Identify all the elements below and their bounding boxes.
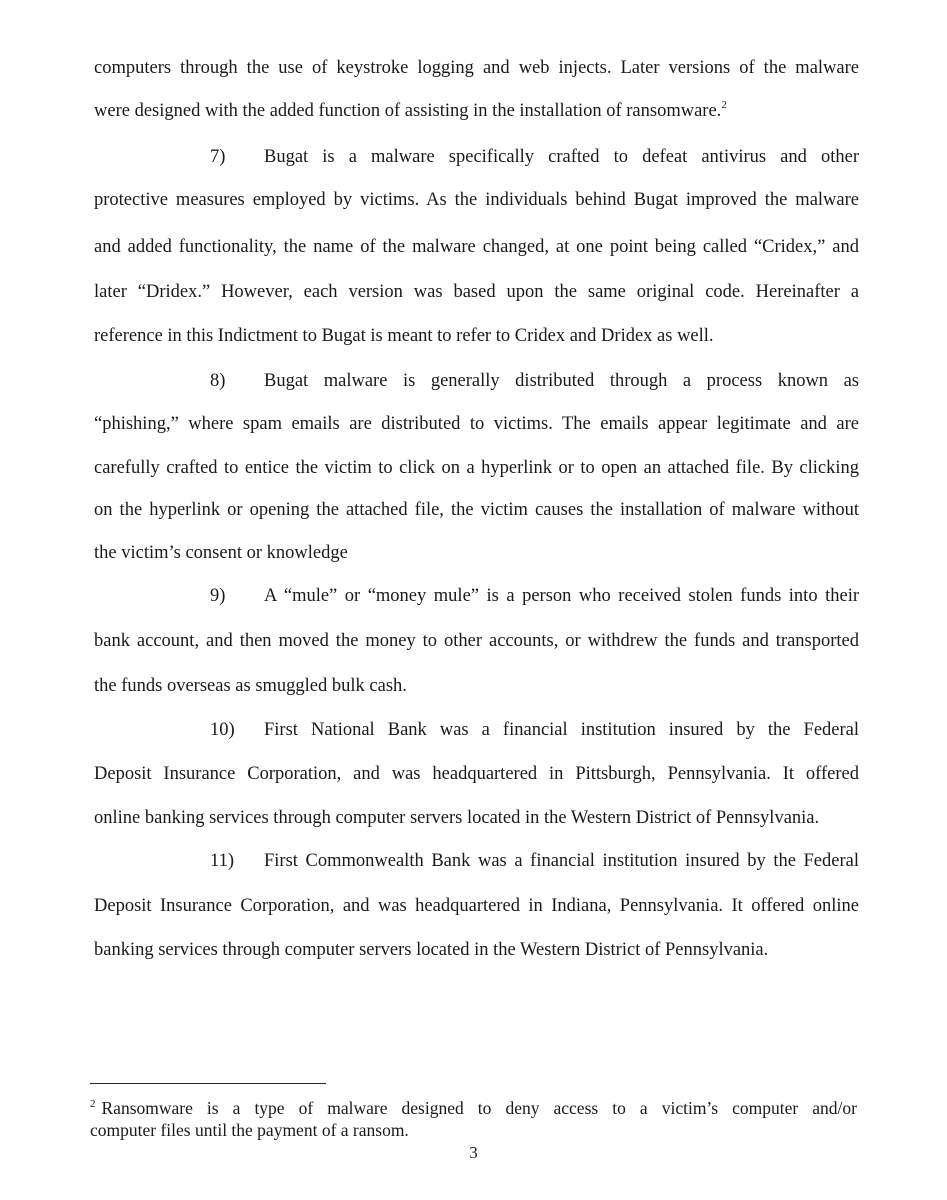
footnote-mark: 2	[90, 1098, 96, 1110]
footnote-text-line: computer files until the payment of a ransom.	[90, 1120, 409, 1140]
footnote-separator	[90, 1083, 326, 1084]
paragraph-10-first-line	[94, 718, 859, 742]
footnote	[90, 1097, 857, 1119]
paragraph-number: 10)	[210, 720, 235, 740]
body-text-line: Deposit Insurance Corporation, and was headquartered in Pittsburgh, Pennsylvania. It offered	[94, 764, 859, 784]
body-text-line: online banking services through computer servers located in the Western District of Pennsylvania.	[94, 808, 820, 828]
paragraph-number: 7)	[210, 147, 226, 167]
body-text-line: “phishing,” where spam emails are distributed to victims. The emails appear legitimate and are	[94, 414, 859, 434]
body-text-line: computers through the use of keystroke logging and web injects. Later versions of the malware	[94, 58, 859, 78]
body-text-line: banking services through computer servers located in the Western District of Pennsylvania.	[94, 940, 769, 960]
body-text-line: and added functionality, the name of the malware changed, at one point being called “Cridex,” and	[94, 237, 859, 257]
body-text-line: bank account, and then moved the money to other accounts, or withdrew the funds and transported	[94, 631, 859, 651]
paragraph-7-first-line	[94, 145, 859, 169]
body-text-line: Deposit Insurance Corporation, and was headquartered in Indiana, Pennsylvania. It offered online	[94, 896, 859, 916]
body-text-line: reference in this Indictment to Bugat is meant to refer to Cridex and Dridex as well.	[94, 326, 714, 346]
body-text: were designed with the added function of assisting in the installation of ransomware.	[94, 101, 722, 121]
body-text-line: protective measures employed by victims. As the individuals behind Bugat improved the malware	[94, 190, 859, 210]
paragraph-number: 8)	[210, 371, 226, 391]
footnote-reference: 2	[721, 99, 727, 111]
body-text: Bugat is a malware specifically crafted to defeat antivirus and other	[264, 147, 859, 167]
paragraph-9-first-line	[94, 584, 859, 608]
body-text-line: later “Dridex.” However, each version was based upon the same original code. Hereinafter a	[94, 282, 859, 302]
body-text-line	[94, 99, 727, 123]
paragraph-11-first-line	[94, 849, 859, 873]
paragraph-number: 9)	[210, 586, 226, 606]
body-text-line: the victim’s consent or knowledge	[94, 543, 348, 563]
body-text-line: carefully crafted to entice the victim to click on a hyperlink or to open an attached file. By clicking	[94, 458, 859, 478]
footnote-text: Ransomware is a type of malware designed to deny access to a victim’s computer and/or	[101, 1098, 857, 1118]
page-number: 3	[469, 1143, 478, 1162]
paragraph-8-first-line	[94, 369, 859, 393]
body-text: A “mule” or “money mule” is a person who received stolen funds into their	[264, 586, 859, 606]
paragraph-number: 11)	[210, 851, 234, 871]
body-text: Bugat malware is generally distributed through a process known as	[264, 371, 859, 391]
body-text: First Commonwealth Bank was a financial institution insured by the Federal	[264, 851, 859, 871]
body-text-line: on the hyperlink or opening the attached file, the victim causes the installation of malware without	[94, 500, 859, 520]
body-text-line: the funds overseas as smuggled bulk cash.	[94, 676, 407, 696]
body-text: First National Bank was a financial institution insured by the Federal	[264, 720, 859, 740]
